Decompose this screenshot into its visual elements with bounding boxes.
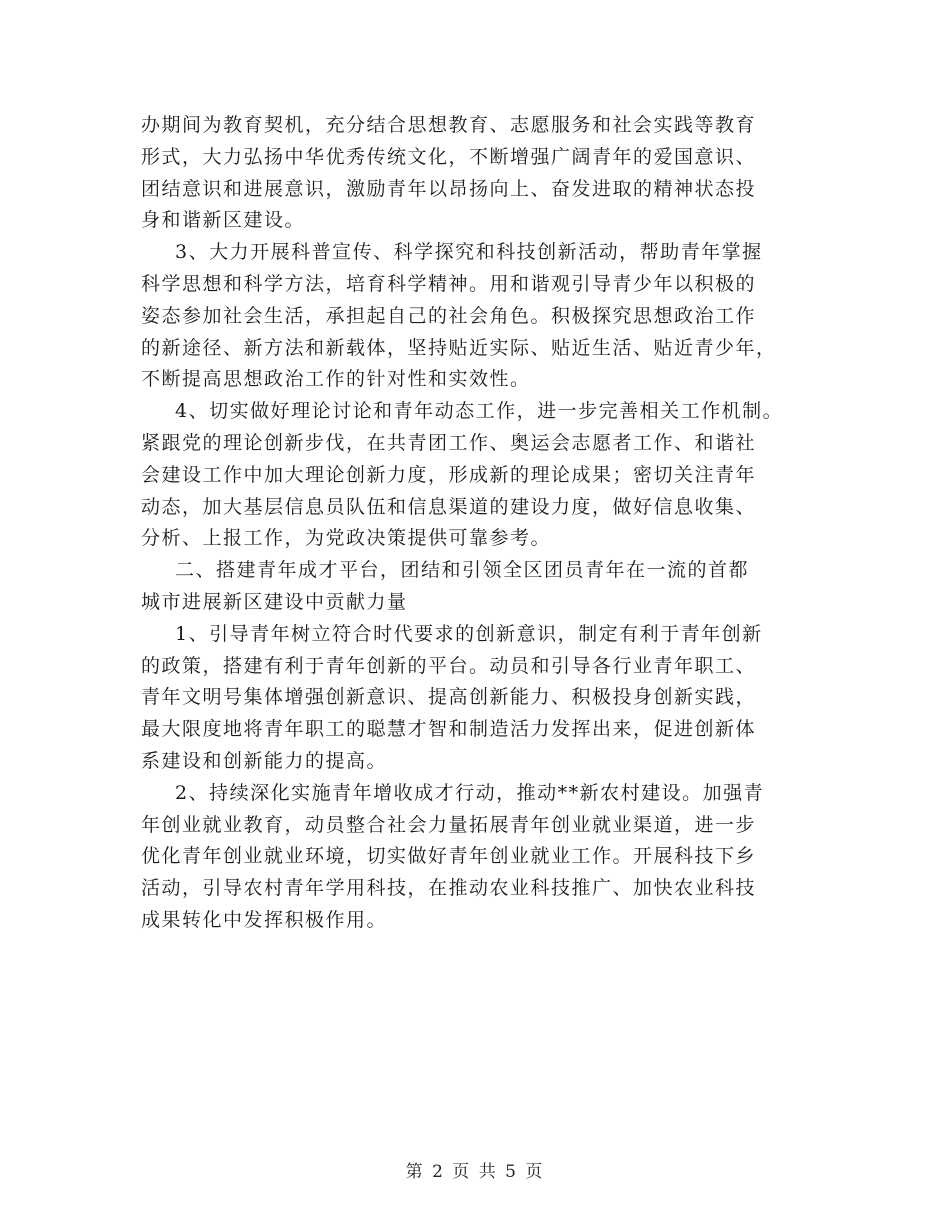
text-line: 最大限度地将青年职工的聪慧才智和制造活力发挥出来，促进创新体 [141,718,757,741]
page-number-footer: 第 2 页 共 5 页 [405,1162,545,1182]
text-line: 青年文明号集体增强创新意识、提高创新能力、积极投身创新实践， [141,686,757,709]
text-line: 形式，大力弘扬中华优秀传统文化，不断增强广阔青年的爱国意识、 [141,145,757,168]
text-line: 活动，引导农村青年学用科技，在推动农业科技推广、加快农业科技 [141,877,757,900]
document-body [141,110,831,937]
text-line: 不断提高思想政治工作的针对性和实效性。 [141,368,531,391]
text-line: 身和谐新区建设。 [141,209,306,232]
text-line: 成果转化中发挥积极作用。 [141,908,388,931]
paragraph-start-line: 4、切实做好理论讨论和青年动态工作，进一步完善相关工作机制。 [175,400,784,423]
paragraph-start-line: 3、大力开展科普宣传、科学探究和科技创新活动，帮助青年掌握 [175,241,763,264]
section-heading-line: 二、搭建青年成才平台，团结和引领全区团员青年在一流的首都 [175,559,750,582]
text-line: 年创业就业教育，动员整合社会力量拓展青年创业就业渠道，进一步 [141,813,757,836]
paragraph-start-line: 2、持续深化实施青年增收成才行动，推动**新农村建设。加强青 [175,781,765,804]
text-line: 会建设工作中加大理论创新力度，形成新的理论成果；密切关注青年 [141,463,757,486]
text-line: 系建设和创新能力的提高。 [141,749,388,772]
text-line: 紧跟党的理论创新步伐，在共青团工作、奥运会志愿者工作、和谐社 [141,431,757,454]
text-line: 团结意识和进展意识，激励青年以昂扬向上、奋发进取的精神状态投 [141,177,757,200]
text-line: 动态，加大基层信息员队伍和信息渠道的建设力度，做好信息收集、 [141,495,757,518]
text-line: 办期间为教育契机，充分结合思想教育、志愿服务和社会实践等教育 [141,114,757,136]
text-line: 分析、上报工作，为党政决策提供可靠参考。 [141,527,552,550]
text-line: 科学思想和科学方法，培育科学精神。用和谐观引导青少年以积极的 [141,272,757,295]
text-line: 姿态参加社会生活，承担起自己的社会角色。积极探究思想政治工作 [141,304,757,327]
text-line: 优化青年创业就业环境，切实做好青年创业就业工作。开展科技下乡 [141,845,757,868]
paragraph-start-line: 1、引导青年树立符合时代要求的创新意识，制定有利于青年创新 [175,622,763,645]
section-heading-line: 城市进展新区建设中贡献力量 [141,590,408,613]
text-line: 的政策，搭建有利于青年创新的平台。动员和引导各行业青年职工、 [141,654,757,677]
text-line: 的新途径、新方法和新载体，坚持贴近实际、贴近生活、贴近青少年， [141,336,777,359]
